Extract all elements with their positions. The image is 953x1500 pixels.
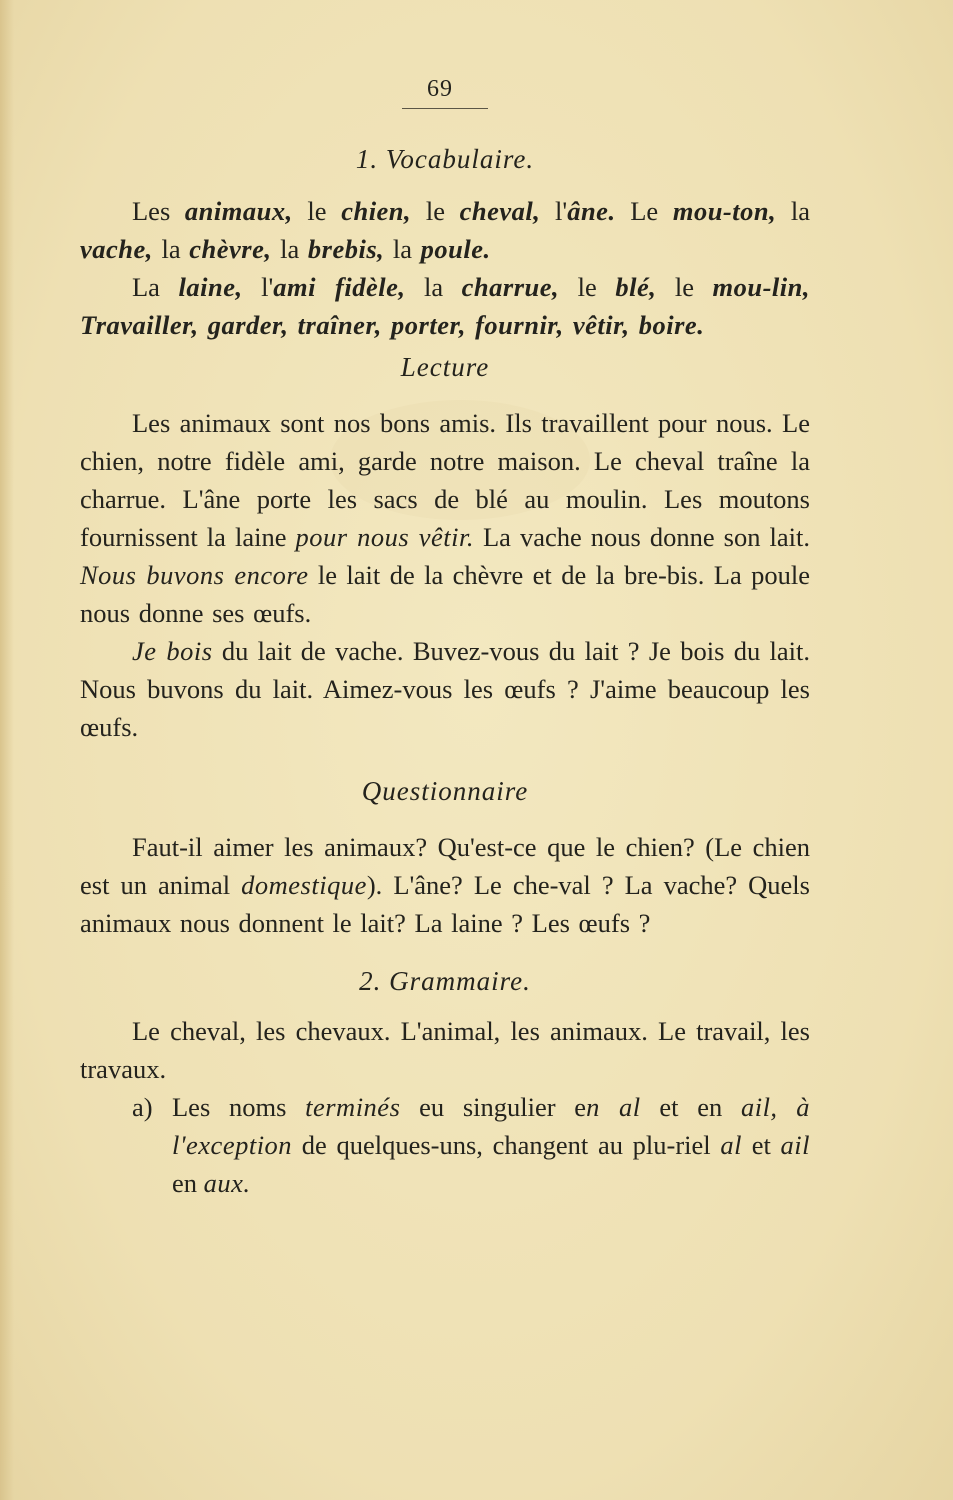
page-edge-shadow (0, 0, 14, 1500)
page-number: 69 (427, 76, 453, 102)
vocabulaire-paragraph-2: La laine, l'ami fidèle, la charrue, le blé, le mou-lin, Travailler, garder, traîner, porter, fournir, vêtir, boire. (80, 272, 811, 340)
heading-questionnaire: Questionnaire (361, 776, 529, 806)
lecture-paragraph-1: Les animaux sont nos bons amis. Ils travaillent pour nous. Le chien, notre fidèle ami, garde notre maison. Le cheval traîne la charrue. L'âne porte les sacs de blé au moulin. Les moutons fournissent la laine pour nous vêtir. La vache nous donne son lait. Nous buvons encore le lait de la chèvre et de la bre-bis. La poule nous donne ses œufs. (80, 408, 811, 628)
rule-marker: a) (132, 1092, 153, 1122)
grammar-rule-a (132, 1088, 810, 1202)
heading-vocabulaire: 1. Vocabulaire. (355, 144, 535, 174)
page-number-rule (402, 108, 488, 109)
vocabulaire-paragraph-1: Les animaux, le chien, le cheval, l'âne. Le mou-ton, la vache, la chèvre, la brebis, la poule. (80, 196, 811, 264)
page-content (80, 140, 810, 1202)
lecture-paragraph-2: Je bois du lait de vache. Buvez-vous du lait ? Je bois du lait. Nous buvons du lait. Aimez-vous les œufs ? J'aime beaucoup les œufs. (80, 636, 810, 742)
grammaire-paragraph: Le cheval, les chevaux. L'animal, les animaux. Le travail, les travaux. (80, 1016, 810, 1084)
grammar-rule-list (80, 1088, 810, 1202)
heading-lecture: Lecture (400, 352, 490, 382)
heading-grammaire: 2. Grammaire. (359, 966, 531, 996)
rule-text: Les noms terminés eu singulier en al et en ail, à l'exception de quelques-uns, changent au plu-riel al et ail en aux. (172, 1092, 811, 1198)
questionnaire-paragraph: Faut-il aimer les animaux? Qu'est-ce que le chien? (Le chien est un animal domestique). L'âne? Le che-val ? La vache? Quels animaux nous donnent le lait? La laine ? Les œufs ? (80, 832, 810, 938)
